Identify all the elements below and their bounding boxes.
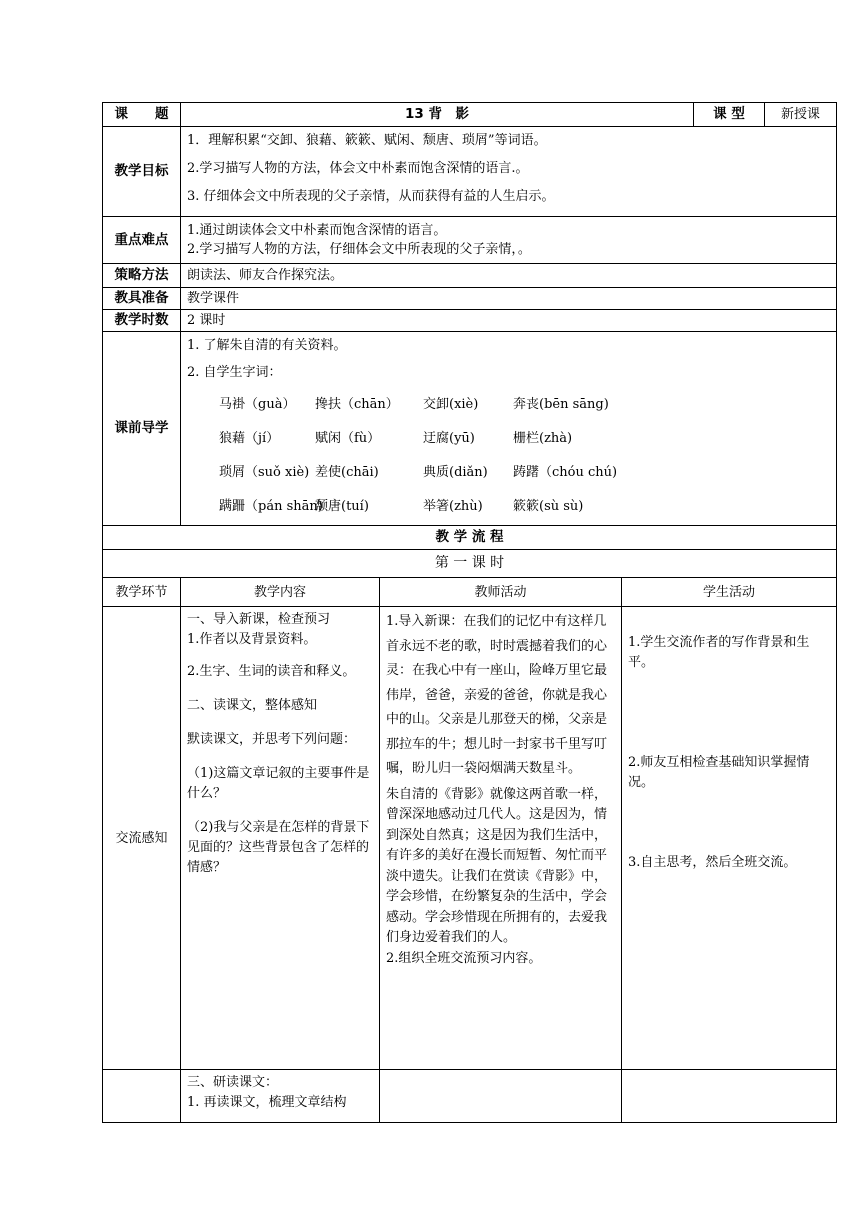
col-header-student: 学生活动: [622, 578, 837, 607]
content-spacer: [187, 716, 373, 730]
lesson-plan-table: [102, 102, 837, 578]
goal-item: 1．理解积累“交卸、狼藉、簌簌、赋闲、颓唐、琐屑”等词语。: [187, 133, 547, 148]
teacher-paragraph: 1.导入新课：在我们的记忆中有这样几首永远不老的歌，时时震撼着我们的心灵：在我心中有一座山，险峰万里它最伟岸，爸爸，亲爱的爸爸，你就是我心中的山。父亲是儿那登天的梯，父亲是那拉车的牛；想儿时一封家书千里写叮嘱，盼儿归一袋闷烟满天数星斗。: [386, 614, 608, 776]
vocab-item: 狼藉（jí）: [219, 431, 280, 446]
preview-item: 2. 自学生字词：: [187, 365, 282, 380]
content-spacer: [187, 750, 373, 764]
content-line: （1)这篇文章记叙的主要事件是什么？: [187, 766, 370, 801]
student-cell-empty: [622, 1070, 837, 1123]
vocab-item: 踌躇（chóu chú): [513, 465, 618, 480]
lesson-plan: [102, 102, 836, 1123]
keypoints-label: 重点难点: [103, 217, 181, 264]
keypoint-item: 2.学习描写人物的方法，仔细体会文中所表现的父子亲情，。: [187, 242, 531, 257]
vocab-item: 交卸(xiè): [423, 397, 479, 412]
materials-label: 教具准备: [103, 288, 181, 310]
vocab-item: 奔丧(bēn sāng): [513, 397, 609, 412]
content-line: 三、研读课文：: [187, 1075, 279, 1090]
content-line: 1.作者以及背景资料。: [187, 632, 317, 647]
student-item: 3.自主思考，然后全班交流。: [628, 855, 797, 870]
vocab-item: 搀扶（chān）: [315, 397, 399, 412]
stage-cell: 交流感知: [103, 607, 181, 1070]
vocab-item: 琐屑（suǒ xiè): [219, 465, 310, 480]
vocab-item: 颓唐(tuí): [315, 499, 369, 514]
content-line: 1. 再读课文，梳理文章结构: [187, 1095, 347, 1110]
strategy-label: 策略方法: [103, 264, 181, 288]
stage-cell-empty: [103, 1070, 181, 1123]
flow-table: [102, 577, 837, 1123]
preview-item: 1. 了解朱自清的有关资料。: [187, 338, 347, 353]
preview-content: [181, 332, 837, 526]
vocab-item: 马褂（guà）: [219, 397, 296, 412]
teacher-cell: [380, 607, 622, 1070]
goal-item: 3. 仔细体会文中所表现的父子亲情，从而获得有益的人生启示。: [187, 189, 555, 204]
vocab-item: 举箸(zhù): [423, 499, 483, 514]
lesson-title: 13 背 影: [181, 103, 694, 127]
content-cell: [181, 1070, 380, 1123]
content-line: 默读课文，并思考下列问题：: [187, 732, 357, 747]
student-item: 1.学生交流作者的写作背景和生平。: [628, 635, 810, 670]
vocab-item: 典质(diǎn): [423, 465, 488, 480]
materials-value: 教学课件: [181, 288, 837, 310]
content-spacer: [187, 682, 373, 696]
goals-label: 教学目标: [103, 127, 181, 217]
vocab-item: 栅栏(zhà): [513, 431, 573, 446]
content-cell: [181, 607, 380, 1070]
teacher-cell-empty: [380, 1070, 622, 1123]
content-spacer: [187, 804, 373, 818]
topic-label: 课 题: [103, 103, 181, 127]
vocab-grid: [219, 388, 830, 524]
student-item: 2.师友互相检查基础知识掌握情况。: [628, 755, 810, 790]
flow-title: 教 学 流 程: [103, 526, 837, 550]
preview-label: 课前导学: [103, 332, 181, 526]
type-label: 课 型: [694, 103, 765, 127]
period-title: 第 一 课 时: [103, 550, 837, 578]
type-value: 新授课: [765, 103, 837, 127]
vocab-item: 差使(chāi): [315, 465, 379, 480]
strategy-value: 朗读法、师友合作探究法。: [181, 264, 837, 288]
content-line: （2)我与父亲是在怎样的背景下见面的？这些背景包含了怎样的情感？: [187, 820, 370, 875]
teacher-paragraph: 2.组织全班交流预习内容。: [386, 950, 542, 966]
goals-list: [181, 127, 837, 217]
vocab-item: 赋闲（fù）: [315, 431, 381, 446]
vocab-item: 蹒跚（pán shān): [219, 499, 323, 514]
col-header-teacher: 教师活动: [380, 578, 622, 607]
vocab-item: 簌簌(sù sù): [513, 499, 584, 514]
hours-label: 教学时数: [103, 310, 181, 332]
col-header-content: 教学内容: [181, 578, 380, 607]
vocab-item: 迂腐(yū): [423, 431, 475, 446]
student-cell: [622, 607, 837, 1070]
keypoints-list: [181, 217, 837, 264]
hours-value: 2 课时: [181, 310, 837, 332]
content-spacer: [187, 650, 373, 662]
content-line: 一、导入新课，检查预习: [187, 612, 331, 627]
goal-item: 2.学习描写人物的方法，体会文中朴素而饱含深情的语言.。: [187, 161, 529, 176]
content-line: 2.生字、生词的读音和释义。: [187, 664, 356, 679]
col-header-stage: 教学环节: [103, 578, 181, 607]
teacher-paragraph: 朱自清的《背影》就像这两首歌一样，曾深深地感动过几代人。这是因为，情到深处自然真；这是因为我们生活中，有许多的美好在漫长而短暂、匆忙而平淡中遗失。让我们在赏读《背影》中，学会珍惜，在纷繁复杂的生活中，学会感动。学会珍惜现在所拥有的，去爱我们身边爱着我们的人。: [386, 786, 608, 945]
keypoint-item: 1.通过朗读体会文中朴素而饱含深情的语言。: [187, 223, 447, 238]
content-line: 二、读课文，整体感知: [187, 698, 318, 713]
